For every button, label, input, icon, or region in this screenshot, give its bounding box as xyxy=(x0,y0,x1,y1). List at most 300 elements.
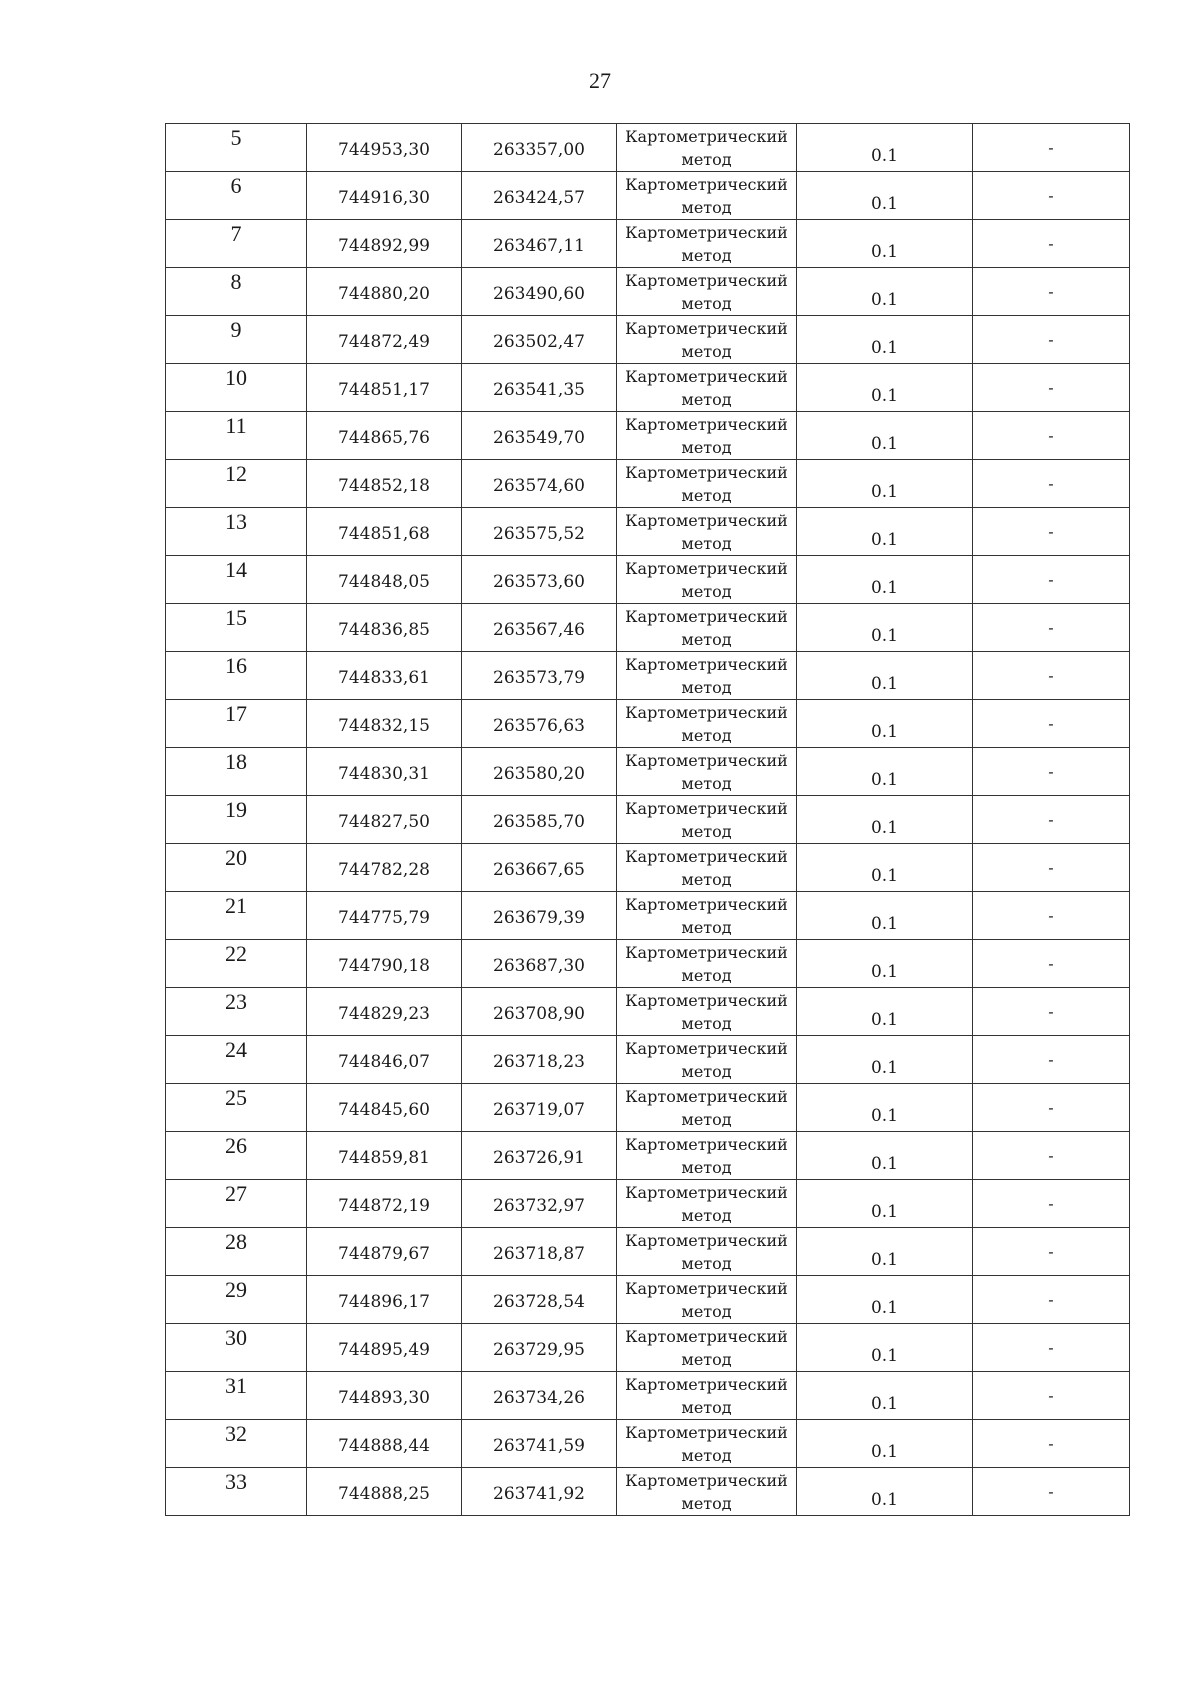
note-cell xyxy=(973,364,1130,412)
note-cell-text: - xyxy=(1048,330,1054,349)
x-coordinate-cell-text: 744836,85 xyxy=(338,620,430,640)
page-number: 27 xyxy=(589,68,611,93)
accuracy-cell xyxy=(797,1084,973,1132)
note-cell-text: - xyxy=(1048,1290,1054,1309)
note-cell xyxy=(973,172,1130,220)
note-cell-text: - xyxy=(1048,570,1054,589)
y-coordinate-cell-text: 263575,52 xyxy=(493,524,585,544)
note-cell-text: - xyxy=(1048,1146,1054,1165)
y-coordinate-cell-text: 263726,91 xyxy=(493,1148,585,1168)
method-line-1: Картометрический xyxy=(625,1375,788,1394)
y-coordinate-cell xyxy=(462,796,617,844)
table-row xyxy=(166,1084,1130,1132)
accuracy-cell xyxy=(797,1468,973,1516)
point-number-cell-text: 26 xyxy=(225,1133,247,1158)
method-line-2: метод xyxy=(681,246,732,265)
x-coordinate-cell-text: 744851,17 xyxy=(338,380,430,400)
method-text xyxy=(617,1180,796,1227)
point-number-cell xyxy=(166,844,307,892)
point-number-cell xyxy=(166,1084,307,1132)
y-coordinate-cell-text: 263741,59 xyxy=(493,1436,585,1456)
note-cell xyxy=(973,652,1130,700)
method-line-1: Картометрический xyxy=(625,991,788,1010)
point-number-cell-text: 9 xyxy=(230,317,242,342)
y-coordinate-cell-text: 263424,57 xyxy=(493,188,585,208)
method-line-1: Картометрический xyxy=(625,895,788,914)
method-line-2: метод xyxy=(681,822,732,841)
method-line-2: метод xyxy=(681,198,732,217)
accuracy-cell xyxy=(797,604,973,652)
accuracy-cell xyxy=(797,508,973,556)
accuracy-cell-text: 0.1 xyxy=(870,482,899,502)
point-number-cell-text: 33 xyxy=(225,1469,247,1494)
method-text xyxy=(617,748,796,795)
x-coordinate-cell xyxy=(307,1228,462,1276)
x-coordinate-cell-text: 744846,07 xyxy=(338,1052,430,1072)
method-line-2: метод xyxy=(681,1494,732,1513)
y-coordinate-cell-text: 263718,23 xyxy=(493,1052,585,1072)
method-text xyxy=(617,1036,796,1083)
method-cell xyxy=(617,892,797,940)
table-row xyxy=(166,1276,1130,1324)
x-coordinate-cell xyxy=(307,1276,462,1324)
method-cell xyxy=(617,268,797,316)
accuracy-cell-text: 0.1 xyxy=(870,194,899,214)
y-coordinate-cell-text: 263549,70 xyxy=(493,428,585,448)
accuracy-cell xyxy=(797,700,973,748)
point-number-cell xyxy=(166,1420,307,1468)
point-number-cell-text: 12 xyxy=(225,461,247,486)
method-line-2: метод xyxy=(681,486,732,505)
accuracy-cell-text: 0.1 xyxy=(870,146,899,166)
note-cell xyxy=(973,940,1130,988)
x-coordinate-cell xyxy=(307,1180,462,1228)
note-cell-text: - xyxy=(1048,1002,1054,1021)
method-line-1: Картометрический xyxy=(625,1279,788,1298)
y-coordinate-cell xyxy=(462,412,617,460)
y-coordinate-cell xyxy=(462,940,617,988)
y-coordinate-cell-text: 263357,00 xyxy=(493,140,585,160)
y-coordinate-cell-text: 263541,35 xyxy=(493,380,585,400)
y-coordinate-cell xyxy=(462,988,617,1036)
accuracy-cell-text: 0.1 xyxy=(870,1298,899,1318)
note-cell-text: - xyxy=(1048,378,1054,397)
method-line-2: метод xyxy=(681,342,732,361)
method-line-1: Картометрический xyxy=(625,1471,788,1490)
table-row xyxy=(166,700,1130,748)
note-cell-text: - xyxy=(1048,1482,1054,1501)
method-line-1: Картометрический xyxy=(625,127,788,146)
method-line-1: Картометрический xyxy=(625,1183,788,1202)
accuracy-cell xyxy=(797,1228,973,1276)
method-line-1: Картометрический xyxy=(625,703,788,722)
method-line-2: метод xyxy=(681,1158,732,1177)
accuracy-cell xyxy=(797,364,973,412)
point-number-cell xyxy=(166,796,307,844)
y-coordinate-cell-text: 263718,87 xyxy=(493,1244,585,1264)
point-number-cell-text: 8 xyxy=(230,269,242,294)
method-line-1: Картометрический xyxy=(625,367,788,386)
method-cell xyxy=(617,844,797,892)
accuracy-cell xyxy=(797,844,973,892)
method-text xyxy=(617,316,796,363)
method-line-1: Картометрический xyxy=(625,655,788,674)
x-coordinate-cell-text: 744775,79 xyxy=(338,908,430,928)
accuracy-cell xyxy=(797,988,973,1036)
note-cell-text: - xyxy=(1048,1098,1054,1117)
note-cell xyxy=(973,268,1130,316)
method-line-1: Картометрический xyxy=(625,847,788,866)
point-number-cell xyxy=(166,1372,307,1420)
x-coordinate-cell xyxy=(307,604,462,652)
y-coordinate-cell xyxy=(462,1324,617,1372)
point-number-cell-text: 14 xyxy=(225,557,247,582)
note-cell xyxy=(973,1372,1130,1420)
table-row xyxy=(166,748,1130,796)
y-coordinate-cell xyxy=(462,1468,617,1516)
x-coordinate-cell xyxy=(307,1372,462,1420)
x-coordinate-cell xyxy=(307,988,462,1036)
method-text xyxy=(617,892,796,939)
method-text xyxy=(617,508,796,555)
method-text xyxy=(617,1324,796,1371)
point-number-cell-text: 13 xyxy=(225,509,247,534)
x-coordinate-cell-text: 744859,81 xyxy=(338,1148,430,1168)
point-number-cell-text: 16 xyxy=(225,653,247,678)
y-coordinate-cell xyxy=(462,1180,617,1228)
method-text xyxy=(617,1084,796,1131)
y-coordinate-cell-text: 263573,60 xyxy=(493,572,585,592)
method-cell xyxy=(617,220,797,268)
accuracy-cell xyxy=(797,124,973,172)
method-text xyxy=(617,412,796,459)
point-number-cell-text: 11 xyxy=(225,413,247,438)
method-line-2: метод xyxy=(681,150,732,169)
method-cell xyxy=(617,316,797,364)
method-cell xyxy=(617,1276,797,1324)
accuracy-cell-text: 0.1 xyxy=(870,386,899,406)
y-coordinate-cell xyxy=(462,1372,617,1420)
accuracy-cell xyxy=(797,1276,973,1324)
accuracy-cell xyxy=(797,1372,973,1420)
method-line-1: Картометрический xyxy=(625,751,788,770)
table-row xyxy=(166,604,1130,652)
method-cell xyxy=(617,1324,797,1372)
x-coordinate-cell xyxy=(307,940,462,988)
point-number-cell-text: 24 xyxy=(225,1037,247,1062)
method-cell xyxy=(617,172,797,220)
method-text xyxy=(617,1228,796,1275)
note-cell-text: - xyxy=(1048,138,1054,157)
method-text xyxy=(617,1372,796,1419)
x-coordinate-cell-text: 744893,30 xyxy=(338,1388,430,1408)
y-coordinate-cell xyxy=(462,316,617,364)
method-line-1: Картометрический xyxy=(625,1231,788,1250)
x-coordinate-cell-text: 744782,28 xyxy=(338,860,430,880)
accuracy-cell-text: 0.1 xyxy=(870,722,899,742)
x-coordinate-cell xyxy=(307,364,462,412)
table-row xyxy=(166,220,1130,268)
point-number-cell xyxy=(166,316,307,364)
method-text xyxy=(617,1468,796,1515)
x-coordinate-cell-text: 744851,68 xyxy=(338,524,430,544)
accuracy-cell-text: 0.1 xyxy=(870,1442,899,1462)
method-line-2: метод xyxy=(681,438,732,457)
x-coordinate-cell xyxy=(307,268,462,316)
accuracy-cell-text: 0.1 xyxy=(870,578,899,598)
x-coordinate-cell xyxy=(307,316,462,364)
point-number-cell-text: 7 xyxy=(230,221,242,246)
accuracy-cell xyxy=(797,940,973,988)
table-row xyxy=(166,1420,1130,1468)
accuracy-cell-text: 0.1 xyxy=(870,1490,899,1510)
y-coordinate-cell xyxy=(462,460,617,508)
accuracy-cell-text: 0.1 xyxy=(870,290,899,310)
method-line-1: Картометрический xyxy=(625,319,788,338)
accuracy-cell-text: 0.1 xyxy=(870,626,899,646)
y-coordinate-cell-text: 263741,92 xyxy=(493,1484,585,1504)
x-coordinate-cell xyxy=(307,1132,462,1180)
point-number-cell-text: 18 xyxy=(225,749,247,774)
method-text xyxy=(617,1420,796,1467)
method-line-1: Картометрический xyxy=(625,1087,788,1106)
table-row xyxy=(166,940,1130,988)
method-cell xyxy=(617,988,797,1036)
accuracy-cell xyxy=(797,412,973,460)
method-line-2: метод xyxy=(681,1206,732,1225)
accuracy-cell-text: 0.1 xyxy=(870,530,899,550)
note-cell-text: - xyxy=(1048,282,1054,301)
note-cell xyxy=(973,412,1130,460)
point-number-cell-text: 5 xyxy=(230,125,242,150)
note-cell xyxy=(973,316,1130,364)
y-coordinate-cell-text: 263490,60 xyxy=(493,284,585,304)
accuracy-cell-text: 0.1 xyxy=(870,914,899,934)
y-coordinate-cell xyxy=(462,1036,617,1084)
accuracy-cell xyxy=(797,220,973,268)
x-coordinate-cell-text: 744832,15 xyxy=(338,716,430,736)
y-coordinate-cell xyxy=(462,268,617,316)
point-number-cell-text: 6 xyxy=(230,173,242,198)
x-coordinate-cell xyxy=(307,892,462,940)
method-line-1: Картометрический xyxy=(625,1135,788,1154)
y-coordinate-cell xyxy=(462,700,617,748)
method-cell xyxy=(617,604,797,652)
method-cell xyxy=(617,508,797,556)
method-text xyxy=(617,988,796,1035)
y-coordinate-cell xyxy=(462,172,617,220)
accuracy-cell xyxy=(797,268,973,316)
x-coordinate-cell-text: 744845,60 xyxy=(338,1100,430,1120)
method-line-2: метод xyxy=(681,1350,732,1369)
note-cell xyxy=(973,748,1130,796)
x-coordinate-cell-text: 744895,49 xyxy=(338,1340,430,1360)
method-line-2: метод xyxy=(681,870,732,889)
table-row xyxy=(166,892,1130,940)
note-cell xyxy=(973,1132,1130,1180)
note-cell-text: - xyxy=(1048,1050,1054,1069)
x-coordinate-cell-text: 744916,30 xyxy=(338,188,430,208)
table-row xyxy=(166,508,1130,556)
note-cell-text: - xyxy=(1048,714,1054,733)
accuracy-cell-text: 0.1 xyxy=(870,1250,899,1270)
method-line-2: метод xyxy=(681,630,732,649)
x-coordinate-cell xyxy=(307,700,462,748)
point-number-cell-text: 25 xyxy=(225,1085,247,1110)
x-coordinate-cell-text: 744879,67 xyxy=(338,1244,430,1264)
point-number-cell-text: 27 xyxy=(225,1181,247,1206)
point-number-cell xyxy=(166,700,307,748)
table-row xyxy=(166,556,1130,604)
method-line-1: Картометрический xyxy=(625,223,788,242)
x-coordinate-cell xyxy=(307,1036,462,1084)
note-cell-text: - xyxy=(1048,954,1054,973)
table-row xyxy=(166,364,1130,412)
table-row xyxy=(166,412,1130,460)
accuracy-cell-text: 0.1 xyxy=(870,674,899,694)
table-row xyxy=(166,1036,1130,1084)
table-row xyxy=(166,268,1130,316)
x-coordinate-cell xyxy=(307,124,462,172)
method-cell xyxy=(617,1372,797,1420)
method-line-2: метод xyxy=(681,726,732,745)
method-cell xyxy=(617,1036,797,1084)
note-cell-text: - xyxy=(1048,1194,1054,1213)
note-cell xyxy=(973,556,1130,604)
accuracy-cell-text: 0.1 xyxy=(870,770,899,790)
table-row xyxy=(166,124,1130,172)
note-cell-text: - xyxy=(1048,426,1054,445)
point-number-cell-text: 23 xyxy=(225,989,247,1014)
note-cell-text: - xyxy=(1048,762,1054,781)
y-coordinate-cell-text: 263667,65 xyxy=(493,860,585,880)
y-coordinate-cell-text: 263729,95 xyxy=(493,1340,585,1360)
x-coordinate-cell-text: 744830,31 xyxy=(338,764,430,784)
method-cell xyxy=(617,652,797,700)
method-cell xyxy=(617,412,797,460)
y-coordinate-cell-text: 263734,26 xyxy=(493,1388,585,1408)
note-cell-text: - xyxy=(1048,234,1054,253)
point-number-cell xyxy=(166,508,307,556)
accuracy-cell xyxy=(797,796,973,844)
accuracy-cell xyxy=(797,748,973,796)
method-cell xyxy=(617,1180,797,1228)
x-coordinate-cell-text: 744833,61 xyxy=(338,668,430,688)
note-cell xyxy=(973,1468,1130,1516)
table-row xyxy=(166,1372,1130,1420)
x-coordinate-cell xyxy=(307,652,462,700)
point-number-cell xyxy=(166,1228,307,1276)
y-coordinate-cell-text: 263708,90 xyxy=(493,1004,585,1024)
y-coordinate-cell-text: 263585,70 xyxy=(493,812,585,832)
accuracy-cell-text: 0.1 xyxy=(870,866,899,886)
point-number-cell xyxy=(166,988,307,1036)
accuracy-cell xyxy=(797,172,973,220)
y-coordinate-cell xyxy=(462,1420,617,1468)
accuracy-cell-text: 0.1 xyxy=(870,1154,899,1174)
method-line-2: метод xyxy=(681,1302,732,1321)
note-cell-text: - xyxy=(1048,618,1054,637)
method-cell xyxy=(617,748,797,796)
x-coordinate-cell xyxy=(307,1420,462,1468)
y-coordinate-cell xyxy=(462,1132,617,1180)
y-coordinate-cell-text: 263573,79 xyxy=(493,668,585,688)
point-number-cell xyxy=(166,1180,307,1228)
note-cell-text: - xyxy=(1048,1386,1054,1405)
y-coordinate-cell xyxy=(462,604,617,652)
method-text xyxy=(617,1276,796,1323)
point-number-cell xyxy=(166,172,307,220)
note-cell xyxy=(973,508,1130,556)
x-coordinate-cell xyxy=(307,748,462,796)
method-text xyxy=(617,844,796,891)
note-cell-text: - xyxy=(1048,906,1054,925)
table-row xyxy=(166,460,1130,508)
y-coordinate-cell-text: 263728,54 xyxy=(493,1292,585,1312)
x-coordinate-cell-text: 744953,30 xyxy=(338,140,430,160)
method-line-2: метод xyxy=(681,1014,732,1033)
table-row xyxy=(166,1324,1130,1372)
x-coordinate-cell xyxy=(307,220,462,268)
coordinates-table-body xyxy=(166,124,1130,1516)
method-text xyxy=(617,364,796,411)
method-cell xyxy=(617,940,797,988)
note-cell xyxy=(973,1276,1130,1324)
accuracy-cell-text: 0.1 xyxy=(870,962,899,982)
method-line-2: метод xyxy=(681,678,732,697)
x-coordinate-cell xyxy=(307,508,462,556)
method-cell xyxy=(617,1084,797,1132)
point-number-cell-text: 17 xyxy=(225,701,247,726)
y-coordinate-cell xyxy=(462,508,617,556)
method-text xyxy=(617,1132,796,1179)
method-line-1: Картометрический xyxy=(625,1327,788,1346)
point-number-cell xyxy=(166,748,307,796)
y-coordinate-cell-text: 263719,07 xyxy=(493,1100,585,1120)
accuracy-cell-text: 0.1 xyxy=(870,434,899,454)
point-number-cell xyxy=(166,460,307,508)
method-line-2: метод xyxy=(681,1254,732,1273)
note-cell xyxy=(973,604,1130,652)
note-cell-text: - xyxy=(1048,666,1054,685)
point-number-cell-text: 20 xyxy=(225,845,247,870)
point-number-cell xyxy=(166,124,307,172)
method-line-1: Картометрический xyxy=(625,463,788,482)
note-cell-text: - xyxy=(1048,810,1054,829)
y-coordinate-cell xyxy=(462,1084,617,1132)
note-cell xyxy=(973,1036,1130,1084)
accuracy-cell xyxy=(797,1132,973,1180)
method-line-1: Картометрический xyxy=(625,559,788,578)
accuracy-cell xyxy=(797,1420,973,1468)
accuracy-cell-text: 0.1 xyxy=(870,1010,899,1030)
x-coordinate-cell-text: 744829,23 xyxy=(338,1004,430,1024)
method-text xyxy=(617,172,796,219)
y-coordinate-cell xyxy=(462,1276,617,1324)
point-number-cell xyxy=(166,268,307,316)
x-coordinate-cell-text: 744865,76 xyxy=(338,428,430,448)
method-text xyxy=(617,556,796,603)
note-cell xyxy=(973,1180,1130,1228)
point-number-cell-text: 32 xyxy=(225,1421,247,1446)
y-coordinate-cell xyxy=(462,652,617,700)
method-line-1: Картометрический xyxy=(625,511,788,530)
point-number-cell xyxy=(166,364,307,412)
x-coordinate-cell-text: 744888,44 xyxy=(338,1436,430,1456)
method-line-2: метод xyxy=(681,582,732,601)
method-text xyxy=(617,796,796,843)
note-cell xyxy=(973,1324,1130,1372)
